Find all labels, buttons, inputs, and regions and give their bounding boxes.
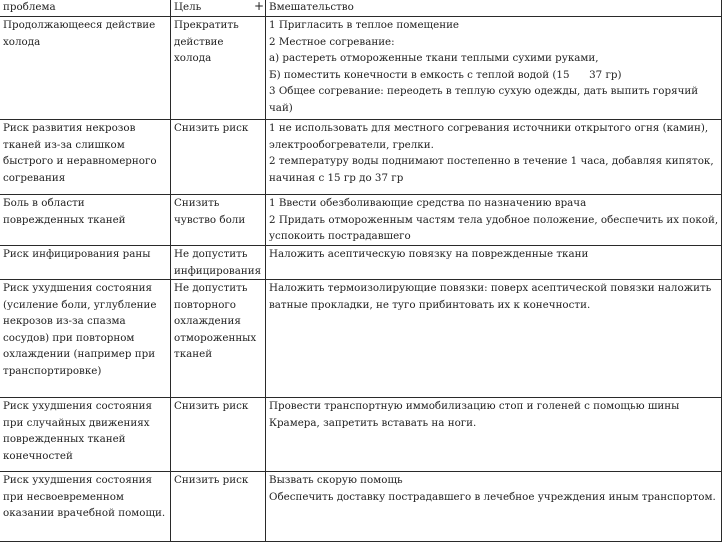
- action-line: Обеспечить доставку пострадавшего в лечебное учреждения иным транспортом.: [269, 490, 716, 503]
- action-line: а) растереть отмороженные ткани теплыми сухими руками,: [269, 52, 599, 64]
- action-line: Провести транспортную иммобилизацию стоп и голеней с помощью шины Крамера, запретить вставать на ноги.: [269, 400, 683, 429]
- table-row: [0, 280, 722, 398]
- header-row: [0, 0, 722, 17]
- problem-cell: Риск ухудшения состояния (усиление боли, углубление некрозов из-за спазма сосудов) при повторном охлаждении (например при транспортировке): [0, 280, 171, 398]
- plus-mark: +: [254, 0, 265, 13]
- action-line: Наложить термоизолирующие повязки: поверх асептической повязки наложить ватные прокладки, не туго прибинтовать их к конечности.: [269, 282, 715, 311]
- goal-cell: Прекратить действие холода: [171, 17, 266, 120]
- problem-cell: Риск инфицирования раны: [0, 246, 171, 280]
- problem-cell: Боль в области поврежденных тканей: [0, 195, 171, 246]
- action-line: 1 не использовать для местного согревания источники открытого огня (камин), электрообогреватели, грелки.: [269, 122, 712, 151]
- header-goal: Цель: [171, 0, 266, 17]
- problem-cell: Риск ухудшения состояния при несвоевременном оказании врачебной помощи.: [0, 472, 171, 542]
- table-row: [0, 472, 722, 542]
- action-line: 3 Общее согревание: переодеть в теплую сухую одежды, дать выпить горячий чай): [269, 85, 702, 114]
- problem-cell: Риск ухудшения состояния при случайных движениях поврежденных тканей конечностей: [0, 398, 171, 472]
- goal-cell: Снизить риск: [171, 398, 266, 472]
- action-cell: [266, 398, 722, 472]
- action-cell: [266, 280, 722, 398]
- action-line: 1 Ввести обезболивающие средства по назначению врача: [269, 197, 587, 209]
- table-row: [0, 195, 722, 246]
- table-row: [0, 246, 722, 280]
- action-line: 1 Пригласить в теплое помещение: [269, 19, 460, 31]
- goal-cell: Снизить риск: [171, 472, 266, 542]
- action-line: 2 температуру воды поднимают постепенно в течение 1 часа, добавляя кипяток, начиная с 15 гр до 37 гр: [269, 155, 717, 184]
- goal-cell: Не допустить повторного охлаждения отмороженных тканей: [171, 280, 266, 398]
- action-cell: [266, 195, 722, 246]
- table-row: [0, 120, 722, 195]
- action-line: Наложить асептическую повязку на поврежденные ткани: [269, 248, 589, 260]
- problem-cell: Риск развития некрозов тканей из-за слишком быстрого и неравномерного согревания: [0, 120, 171, 195]
- action-cell: [266, 120, 722, 195]
- action-line: Б) поместить конечности в емкость с теплой водой (15 37 гр): [269, 68, 622, 81]
- action-line: 2 Местное согревание:: [269, 35, 395, 48]
- action-cell: [266, 17, 722, 120]
- table-row: [0, 398, 722, 472]
- header-problem: проблема: [0, 0, 171, 17]
- action-cell: [266, 472, 722, 542]
- goal-cell: Не допустить инфицирования: [171, 246, 266, 280]
- action-cell: [266, 246, 722, 280]
- goal-cell: Снизить риск: [171, 120, 266, 195]
- action-line: Вызвать скорую помощь: [269, 474, 403, 486]
- action-line: 2 Придать отмороженным частям тела удобное положение, обеспечить их покой, успокоить пострадавшего: [269, 213, 722, 242]
- goal-cell: Снизить чувство боли: [171, 195, 266, 246]
- problem-cell: Продолжающееся действие холода: [0, 17, 171, 120]
- table-row: [0, 17, 722, 120]
- header-action: Вмешательство: [266, 0, 722, 17]
